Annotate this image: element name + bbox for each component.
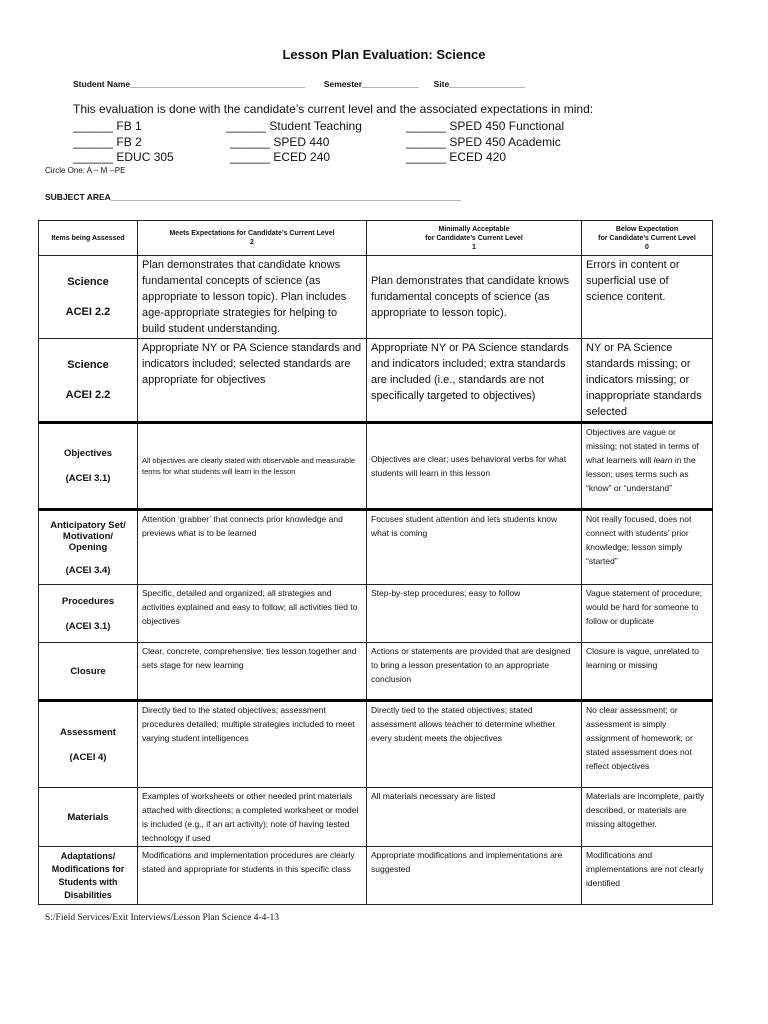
item-standard: ACEI 2.2 — [65, 389, 111, 401]
item-cell — [39, 510, 138, 585]
table-row — [39, 423, 713, 510]
meets-cell: Modifications and implementation procedures are clearly stated and appropriate for students in this specific class — [138, 847, 367, 905]
rubric-table — [38, 220, 713, 905]
table-row — [39, 701, 713, 788]
item-cell: Materials — [39, 788, 138, 847]
item-cell — [39, 585, 138, 643]
circle-one-note: Circle One: A – M --PE — [45, 166, 126, 175]
item-standard: (ACEI 3.1) — [65, 473, 111, 484]
option-sped450-academic[interactable]: ______ SPED 450 Academic — [406, 134, 561, 149]
option-sped440[interactable]: ______ SPED 440 — [230, 134, 330, 149]
item-standard: (ACEI 4) — [69, 751, 107, 763]
below-text: Objectives are vague or missing; not stated in terms of what learners will — [586, 427, 699, 465]
minimal-cell: Directly tied to the stated objectives; stated assessment allows teacher to determine whether every student meets the objectives — [367, 701, 582, 788]
option-educ305[interactable]: ______ EDUC 305 — [73, 150, 174, 164]
subject-area-field[interactable]: SUBJECT AREA__________________________________________________________________________ — [45, 192, 461, 202]
header-minimal-label: Minimally Acceptable — [438, 225, 510, 233]
table-row — [39, 788, 713, 847]
options-row — [73, 150, 593, 166]
header-minimal — [367, 221, 582, 256]
below-cell: Materials are incomplete, partly described, or materials are missing altogether. — [582, 788, 713, 847]
minimal-cell: Step-by-step procedures; easy to follow — [367, 585, 582, 643]
option-sped450-functional[interactable]: ______ SPED 450 Functional — [406, 119, 565, 133]
option-student-teaching[interactable]: ______ Student Teaching — [226, 119, 362, 133]
meets-cell: Directly tied to the stated objectives; assessment procedures detailed; multiple strategies included to meet varying student intelligences — [138, 701, 367, 788]
course-options — [73, 119, 593, 166]
meets-cell: Plan demonstrates that candidate knows fundamental concepts of science (as appropriate to lesson topic). Plan includes age-appropriate strategies for helping to build student understanding. — [138, 256, 367, 339]
meets-cell: Examples of worksheets or other needed print materials attached with directions; a completed worksheet or model is included (e.g., if an art activity); note of having tested technology if used — [138, 788, 367, 847]
below-cell: Vague statement of procedure; would be hard for someone to follow or duplicate — [582, 585, 713, 643]
minimal-cell: Appropriate modifications and implementations are suggested — [367, 847, 582, 905]
below-text: in the lesson; uses terms such as “know” or “understand” — [586, 455, 696, 493]
item-label: Objectives — [63, 448, 113, 459]
item-cell — [39, 339, 138, 423]
options-row — [73, 135, 593, 151]
item-cell: Adaptations/ Modifications for Students with Disabilities — [39, 847, 138, 905]
header-row — [39, 221, 713, 256]
option-eced240[interactable]: ______ ECED 240 — [230, 150, 331, 164]
item-label: Procedures — [61, 595, 115, 607]
minimal-cell: All materials necessary are listed — [367, 788, 582, 847]
below-cell: Not really focused, does not connect with students’ prior knowledge; lesson simply “started” — [582, 510, 713, 585]
meets-cell: Attention ‘grabber’ that connects prior knowledge and previews what is to be learned — [138, 510, 367, 585]
meets-cell: Appropriate NY or PA Science standards and indicators included; selected standards are appropriate for objectives — [138, 339, 367, 423]
table-row — [39, 585, 713, 643]
below-cell — [582, 423, 713, 510]
below-cell: No clear assessment; or assessment is simply assignment of homework; or stated assessment does not reflect objectives — [582, 701, 713, 788]
table-row — [39, 256, 713, 339]
table-row — [39, 847, 713, 905]
meets-cell: Specific, detailed and organized; all strategies and activities explained and easy to follow; all activities tied to objectives — [138, 585, 367, 643]
below-cell: Modifications and implementations are not clearly identified — [582, 847, 713, 905]
item-label: Science — [67, 359, 109, 371]
below-emphasis: learn — [653, 455, 673, 465]
header-meets-label: Meets Expectations for Candidate’s Current Level — [169, 230, 335, 237]
minimal-cell: Appropriate NY or PA Science standards and indicators included; extra standards are included (i.e., standards are not specifically targeted to objectives) — [367, 339, 582, 423]
item-label: Science — [67, 276, 109, 288]
below-cell: Closure is vague, unrelated to learning or missing — [582, 643, 713, 701]
minimal-cell: Actions or statements are provided that are designed to bring a lesson presentation to an appropriate conclusion — [367, 643, 582, 701]
minimal-cell: Plan demonstrates that candidate knows fundamental concepts of science (as appropriate to lesson topic). — [367, 256, 582, 339]
intro-text: This evaluation is done with the candidate’s current level and the associated expectations in mind: — [73, 102, 594, 116]
minimal-cell: Objectives are clear; uses behavioral verbs for what students will learn in this lesson — [367, 423, 582, 510]
item-standard: ACEI 2.2 — [65, 306, 111, 318]
semester-field[interactable]: Semester____________ — [323, 79, 419, 89]
item-standard: (ACEI 3.1) — [65, 620, 111, 632]
header-below-label: Below Expectation — [615, 225, 679, 233]
option-fb1[interactable]: ______ FB 1 — [73, 119, 142, 133]
option-fb2[interactable]: ______ FB 2 — [73, 134, 142, 149]
options-row — [73, 119, 593, 135]
site-field[interactable]: Site________________ — [433, 79, 525, 89]
header-below-label2: for Candidate’s Current Level — [598, 234, 696, 242]
item-cell — [39, 701, 138, 788]
table-row — [39, 510, 713, 585]
minimal-cell: Focuses student attention and lets students know what is coming — [367, 510, 582, 585]
table-row — [39, 339, 713, 423]
item-standard: (ACEI 3.4) — [65, 564, 111, 576]
item-cell — [39, 423, 138, 510]
header-items: Items being Assessed — [39, 221, 138, 256]
page-title: Lesson Plan Evaluation: Science — [282, 47, 486, 62]
meets-cell: Clear, concrete, comprehensive; ties lesson together and sets stage for new learning — [138, 643, 367, 701]
header-minimal-label2: for Candidate’s Current Level — [425, 234, 523, 242]
item-label: Assessment — [60, 726, 116, 738]
header-meets — [138, 221, 367, 256]
header-meets-score: 2 — [250, 239, 254, 246]
meets-cell: All objectives are clearly stated with observable and measurable terms for what students will learn in the lesson — [138, 423, 367, 510]
file-path-footer: S:/Field Services/Exit Interviews/Lesson Plan Science 4-4-13 — [45, 913, 280, 923]
below-cell: NY or PA Science standards missing; or indicators missing; or inappropriate standards selected — [582, 339, 713, 423]
option-eced420[interactable]: ______ ECED 420 — [406, 150, 507, 164]
student-info-fields — [73, 79, 525, 89]
table-row — [39, 643, 713, 701]
student-name-field[interactable]: Student Name_____________________________________ — [73, 79, 306, 89]
item-cell — [39, 256, 138, 339]
below-cell: Errors in content or superficial use of science content. — [582, 256, 713, 339]
header-minimal-score: 1 — [472, 243, 476, 251]
header-below-score: 0 — [645, 243, 649, 251]
item-cell: Closure — [39, 643, 138, 701]
item-label: Anticipatory Set/ Motivation/ Opening — [50, 519, 126, 553]
header-below — [582, 221, 713, 256]
